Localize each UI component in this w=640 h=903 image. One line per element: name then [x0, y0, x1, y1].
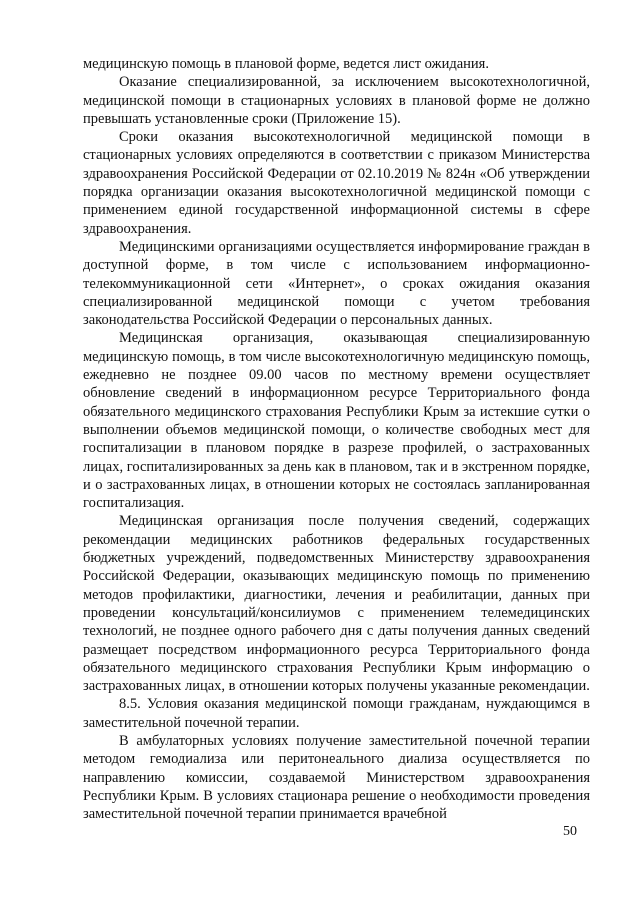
paragraph-high-tech-care-terms: Сроки оказания высокотехнологичной медицинской помощи в стационарных условиях определяются в соответствии с приказом Министерства здравоохранения Российской Федерации от 02.10.2019 № 824н «Об утверждении порядка организации оказания высокотехнологичной медицинской помощи с применением единой государственной информационной системы в сфере здравоохранения.	[83, 129, 590, 237]
paragraph-recommendations: Медицинская организация после получения сведений, содержащих рекомендации медицинских работников федеральных государственных бюджетных учреждений, подведомственных Министерству здравоохранения Российской Федерации, оказывающих медицинскую помощь по применению методов профилактики, диагностики, лечения и реабилитации, данных при проведении консультаций/консилиумов с применением телемедицинских технологий, не позднее одного рабочего дня с даты получения данных сведений размещает посредством информационного ресурса Территориального фонда обязательного медицинского страхования Республики Крым информацию о застрахованных лицах, в отношении которых получены указанные рекомендации.	[83, 513, 590, 695]
page-number: 50	[563, 824, 577, 839]
paragraph-renal-therapy: В амбулаторных условиях получение заместительной почечной терапии методом гемодиализа или перитонеального диализа осуществляется по направлению комиссии, создаваемой Министерством здравоохранения Республики Крым. В условиях стационара решение о необходимости проведения заместительной почечной терапии принимается врачебной	[83, 732, 590, 823]
paragraph-continuation: медицинскую помощь в плановой форме, ведется лист ожидания.	[83, 56, 489, 72]
paragraph-daily-update: Медицинская организация, оказывающая специализированную медицинскую помощь, в том числе высокотехнологичную медицинскую помощь, ежедневно не позднее 09.00 часов по местному времени осуществляет обновление сведений в информационном ресурсе Территориального фонда обязательного медицинского страхования Республики Крым за истекшие сутки о выполнении объемов медицинской помощи, о количестве свободных мест для госпитализации в плановом порядке в разрезе профилей, о застрахованных лицах, госпитализированных за день как в плановом, так и в экстренном порядке, и о застрахованных лицах, в отношении которых не состоялась запланированная госпитализация.	[83, 330, 590, 512]
document-body	[83, 55, 590, 823]
section-heading-8-5: 8.5. Условия оказания медицинской помощи гражданам, нуждающимся в заместительной почечной терапии.	[83, 696, 590, 731]
paragraph-specialized-care-terms: Оказание специализированной, за исключением высокотехнологичной, медицинской помощи в стационарных условиях в плановой форме не должно превышать установленные сроки (Приложение 15).	[83, 74, 590, 127]
paragraph-informing-citizens: Медицинскими организациями осуществляется информирование граждан в доступной форме, в том числе с использованием информационно-телекоммуникационной сети «Интернет», о сроках ожидания оказания специализированной медицинской помощи с учетом требования законодательства Российской Федерации о персональных данных.	[83, 238, 590, 329]
